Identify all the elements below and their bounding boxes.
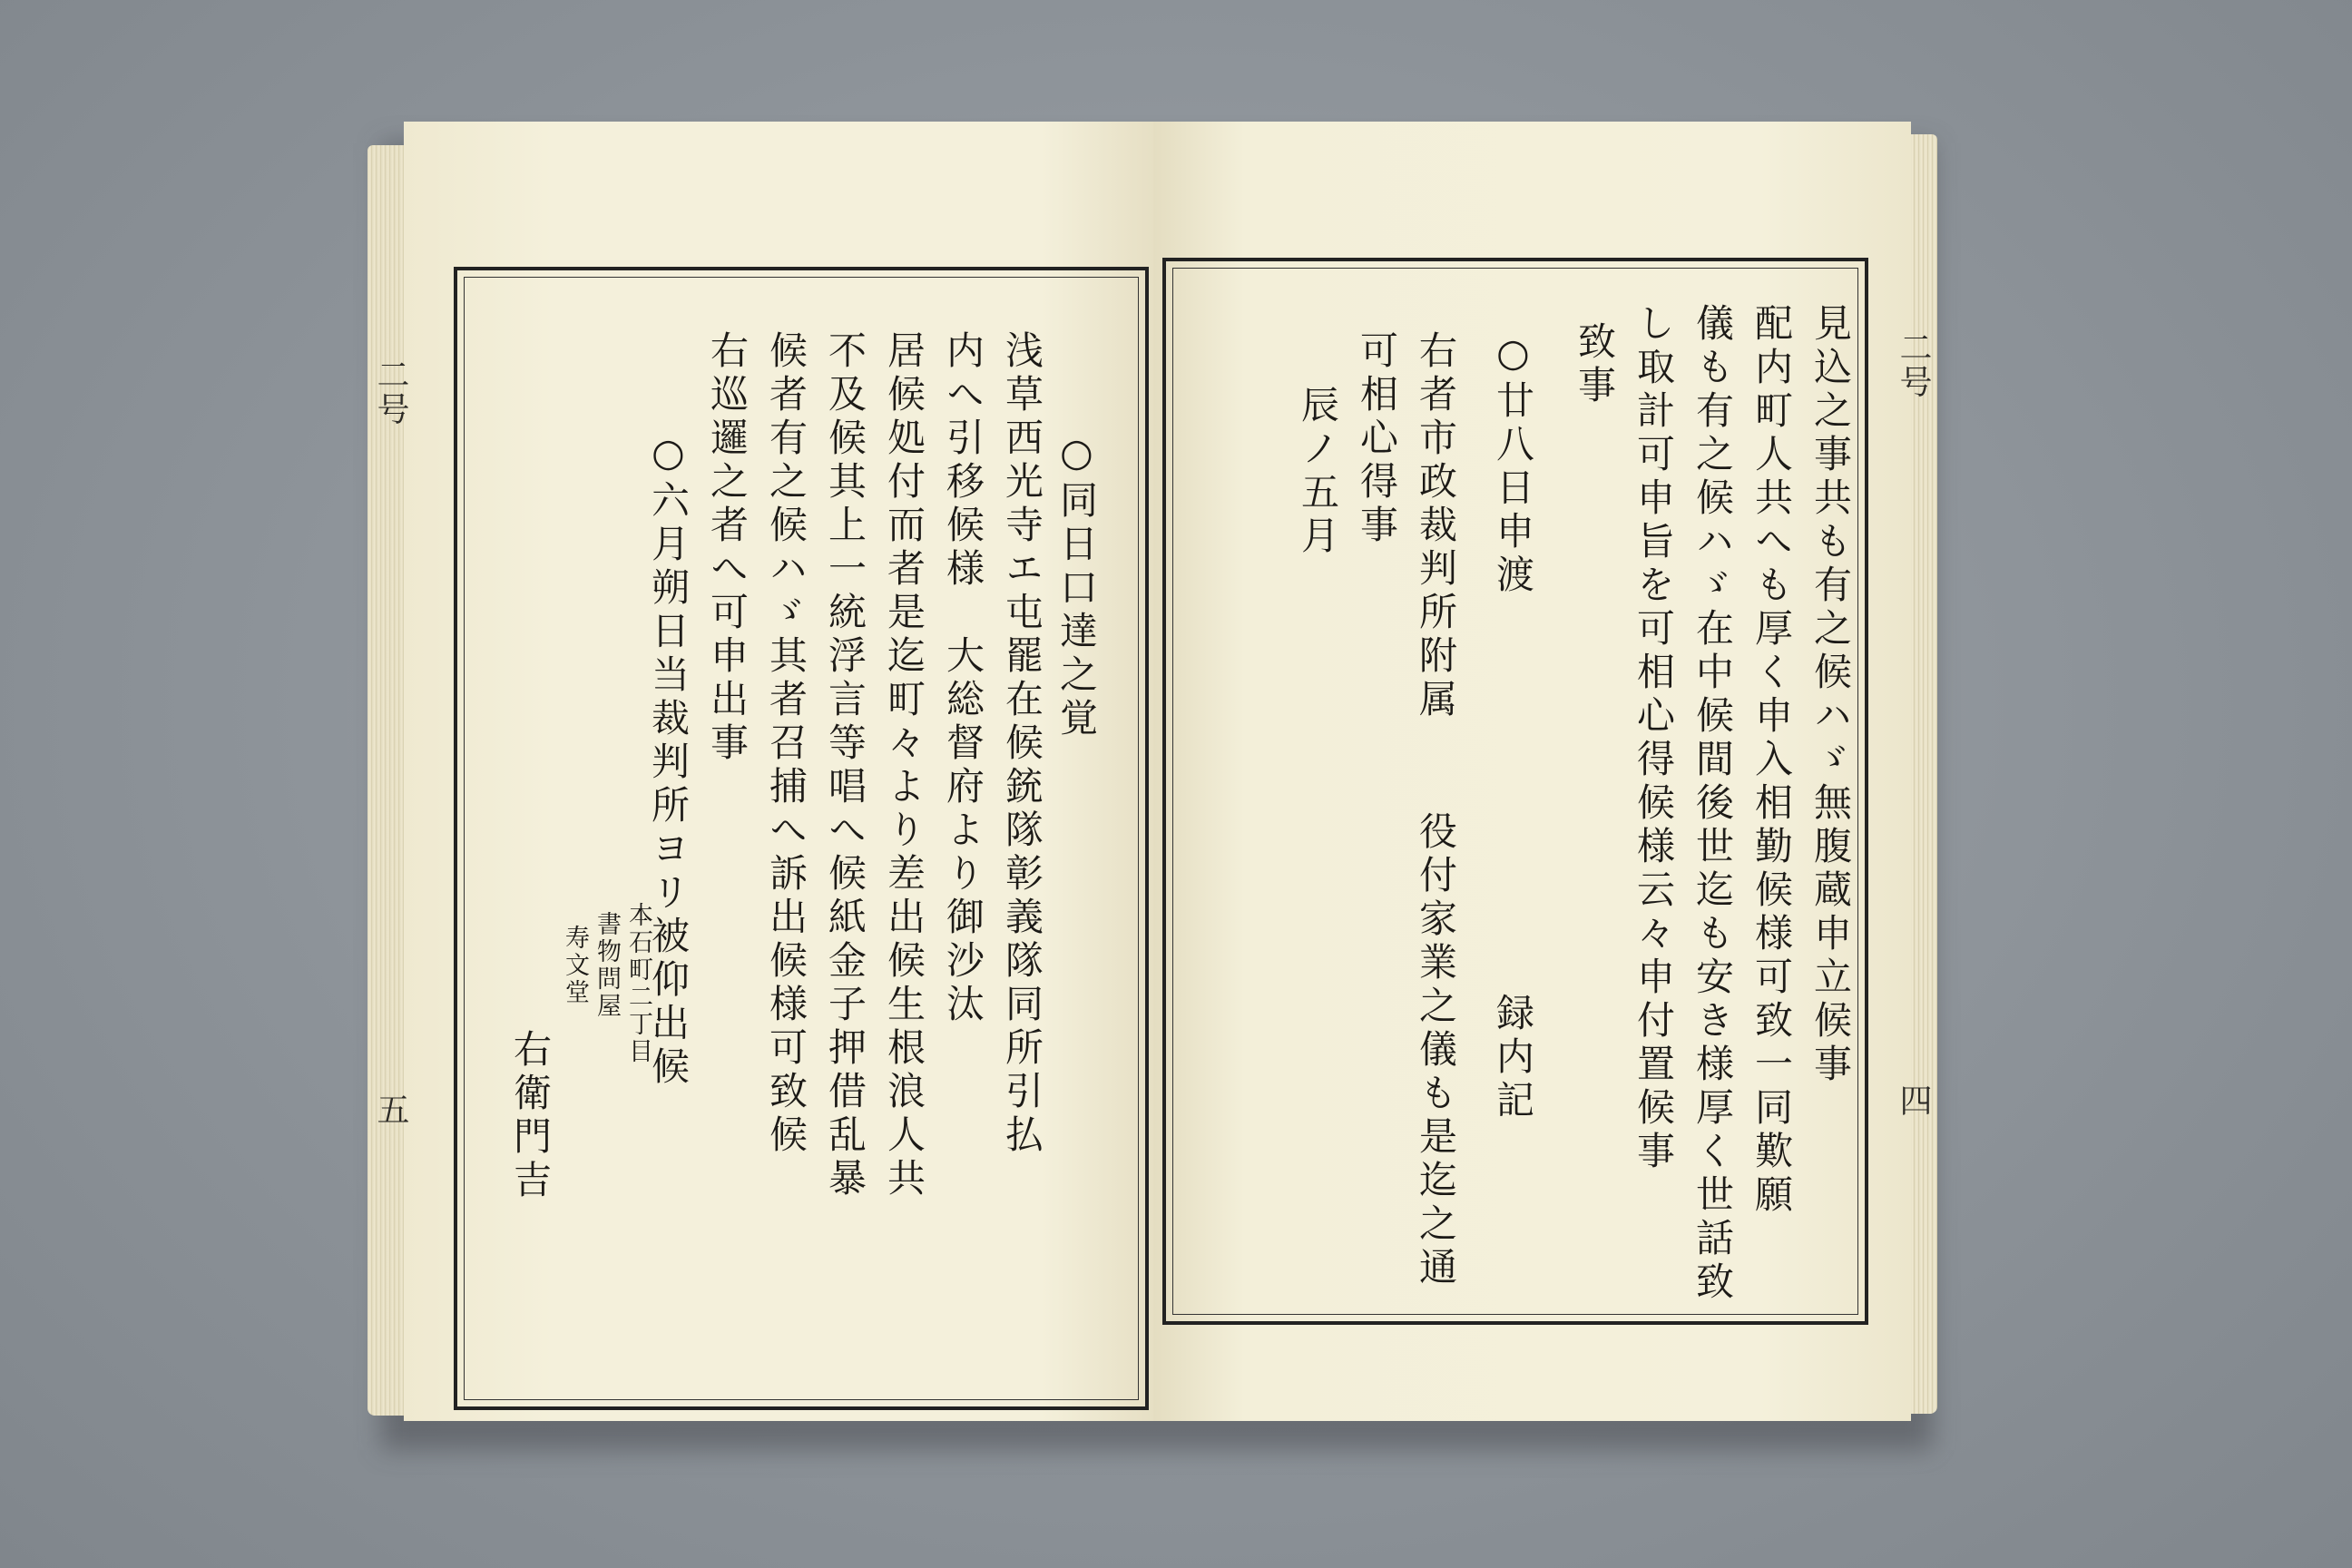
right-page-tab-bottom: 四: [1895, 1083, 1932, 1118]
left-page-tab-top: 二号: [372, 358, 409, 426]
imprint-line-2: 書物問屋: [593, 911, 621, 1020]
left-col-8: ○六月朔日当裁判所ヨリ被仰出候: [646, 430, 691, 1090]
open-book: [368, 116, 1937, 1441]
left-col-2: 浅草西光寺エ屯罷在候銃隊彰義隊同所引払: [1000, 330, 1044, 1158]
right-page-edges: [1910, 134, 1937, 1414]
left-col-5: 不及候其上一統浮言等唱へ候紙金子押借乱暴: [823, 330, 867, 1201]
right-col-7: 右者市政裁判所附属: [1414, 330, 1458, 722]
right-col-10: 役付家業之儀も是迄之通: [1414, 811, 1458, 1290]
right-col-9: 辰ノ五月: [1296, 385, 1340, 559]
right-col-1: 見込之事共も有之候ハゞ無腹蔵申立候事: [1808, 303, 1853, 1087]
left-page: [372, 122, 1153, 1421]
right-col-11: 録内記: [1491, 993, 1535, 1123]
left-page-tab-bottom: 五: [372, 1093, 409, 1127]
imprint-line-1: 本石町二丁目: [624, 902, 652, 1065]
left-col-4: 居候処付而者是迄町々より差出候生根浪人共: [882, 330, 926, 1201]
left-col-3: 内へ引移候様 大総督府より御沙汰: [941, 330, 985, 1027]
right-page-tab-top: 二号: [1895, 330, 1932, 399]
right-col-8: 可相心得事: [1355, 330, 1399, 548]
right-col-5: 致事: [1573, 321, 1617, 408]
left-col-7: 右巡邏之者へ可申出事: [705, 330, 750, 766]
left-col-1: ○同日口達之覚: [1054, 430, 1099, 741]
imprint-line-4: 右衛門吉: [508, 1029, 553, 1203]
right-col-2: 配内町人共へも厚く申入相勤候様可致一同歎願: [1749, 303, 1794, 1218]
imprint-line-3: 寿文堂: [561, 925, 589, 1006]
right-col-3: 儀も有之候ハゞ在中候間後世迄も安き様厚く世話致: [1690, 303, 1735, 1305]
right-page: [1153, 122, 1932, 1421]
left-col-6: 候者有之候ハゞ其者召捕へ訴出候様可致候: [764, 330, 808, 1158]
right-col-4: し取計可申旨を可相心得候様云々申付置候事: [1632, 303, 1676, 1174]
right-col-6: ○廿八日申渡: [1491, 330, 1535, 598]
